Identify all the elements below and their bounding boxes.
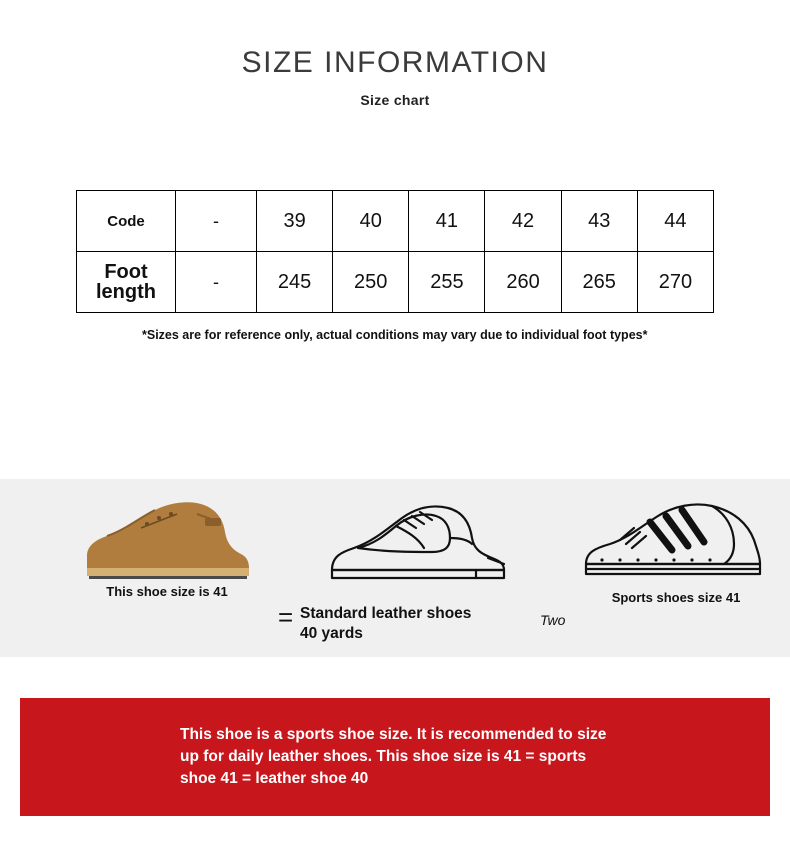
size-chart-subtitle: Size chart xyxy=(360,92,430,108)
cell-code-2: 40 xyxy=(333,191,409,252)
cell-foot-6: 270 xyxy=(637,252,713,313)
cell-foot-2: 250 xyxy=(333,252,409,313)
recommendation-banner xyxy=(20,698,770,816)
cell-foot-0: - xyxy=(176,252,257,313)
equals-sign: = xyxy=(278,602,294,632)
cell-code-4: 42 xyxy=(485,191,561,252)
size-chart-table-wrapper xyxy=(76,190,714,313)
recommendation-banner-text: This shoe is a sports shoe size. It is recommended to size up for daily leather shoes. This shoe size is 41 = sports shoe 41 = leather shoe 40 xyxy=(180,726,607,787)
comparison-item-middle xyxy=(300,494,540,586)
row-header-code: Code xyxy=(77,191,176,252)
comparison-item-right xyxy=(566,494,786,605)
table-row xyxy=(77,252,714,313)
cell-code-1: 39 xyxy=(257,191,333,252)
cell-foot-3: 255 xyxy=(409,252,485,313)
work-boot-photo-icon xyxy=(62,494,272,580)
middle-shoe-caption-line1: Standard leather shoes xyxy=(300,605,472,622)
cell-foot-1: 245 xyxy=(257,252,333,313)
cell-foot-4: 260 xyxy=(485,252,561,313)
leather-shoe-outline-icon xyxy=(300,494,540,586)
row-header-foot-line1: Foot xyxy=(104,261,148,283)
cell-code-5: 43 xyxy=(561,191,637,252)
comparison-item-left xyxy=(62,494,272,599)
sneaker-outline-icon xyxy=(566,494,786,586)
cell-code-0: - xyxy=(176,191,257,252)
left-shoe-caption: This shoe size is 41 xyxy=(106,584,228,599)
right-shoe-caption: Sports shoes size 41 xyxy=(611,590,741,605)
middle-shoe-caption-line2: 40 yards xyxy=(300,625,363,642)
middle-shoe-caption xyxy=(300,604,542,644)
size-disclaimer-note: *Sizes are for reference only, actual conditions may vary due to individual foot types* xyxy=(142,328,648,342)
row-header-foot-line2: length xyxy=(96,281,156,303)
table-row xyxy=(77,191,714,252)
cell-code-3: 41 xyxy=(409,191,485,252)
cell-foot-5: 265 xyxy=(561,252,637,313)
two-label: Two xyxy=(540,612,566,628)
cell-code-6: 44 xyxy=(637,191,713,252)
row-header-foot-length xyxy=(77,252,176,313)
page-title: SIZE INFORMATION xyxy=(241,46,549,79)
size-chart-table xyxy=(76,190,714,313)
size-information-page xyxy=(0,46,790,865)
